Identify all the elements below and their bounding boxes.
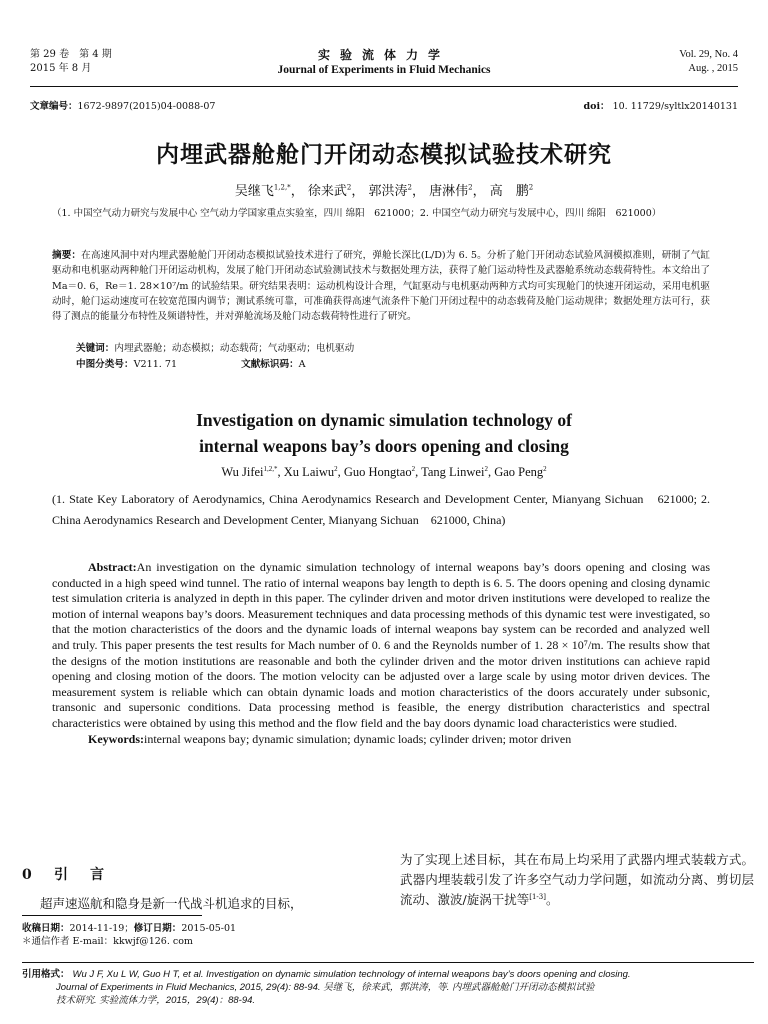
author-en: Wu Jifei — [221, 465, 264, 479]
header-divider — [30, 86, 738, 87]
citation-ref: [1-3] — [529, 892, 546, 901]
author-cn: 郭洪涛 — [368, 184, 408, 199]
author-cn: 吴继飞 — [234, 184, 274, 199]
affiliation-en: (1. State Key Laboratory of Aerodynamics, China Aerodynamics Research and Development Center, Mianyang Sichuan 621000; 2. China Aerodynamics Research and Development Center, Mianyang Sichuan 621000, China) — [52, 492, 710, 527]
header-center — [30, 48, 738, 78]
citation-format: 引用格式： Wu J F, Xu L W, Guo H T, et al. Investigation on dynamic simulation technology of internal weapons bay’s doors opening and closing. Journal of Experiments in Fluid Mechanics, 2015, 29(4): 88-94. 吴继飞，徐来武，郭洪涛，等. 内埋武器舱舱门开闭动态模拟试验 技术研究. 实验流体力学，2015，29(4)：88-94. — [22, 969, 631, 1006]
author-cn: 高 鹏 — [489, 184, 529, 199]
header-volume-cn: 第 29 卷 第 4 期 — [30, 49, 112, 60]
authors-cn: 吴继飞$^{1,2,*}$， 徐来武$^2$， 郭洪涛$^2$， 唐淋伟$^2$， 高 鹏$^2$ — [234, 183, 534, 199]
footnote-divider — [22, 915, 202, 916]
abstract-cn — [52, 248, 710, 324]
author-en: Gao Peng — [494, 465, 544, 479]
author-en: Tang Linwei — [421, 465, 485, 479]
abstract-en — [52, 560, 710, 747]
journal-name-en: Journal of Experiments in Fluid Mechanics — [277, 64, 491, 76]
classification-cn: 中图分类号：V211. 71 文献标识码：A — [76, 359, 306, 370]
author-en: Xu Laiwu — [283, 465, 335, 479]
article-number: 文章编号：1672-9897(2015)04-0088-07 — [30, 101, 216, 112]
authors-en: Wu Jifei$^{1,2,*}$, Xu Laiwu$^2$, Guo Hongtao$^2$, Tang Linwei$^2$, Gao Peng$^2$ — [221, 464, 547, 479]
header-right — [679, 48, 738, 76]
author-en: Guo Hongtao — [343, 465, 412, 479]
section-heading: 0 引言 — [22, 867, 126, 883]
footnote: 收稿日期：2014-11-19；修订日期：2015-05-01 ＊通信作者 E-mail：kkwjf@126. com — [22, 923, 237, 947]
keywords-en-label: Keywords: — [88, 731, 144, 746]
abstract-cn-text: 在高速风洞中对内埋武器舱舱门开闭动态模拟试验技术进行了研究，弹舱长深比(L/D)为 6. 5。分析了舱门开闭动态试验风洞模拟准则，研制了气缸驱动和电机驱动两种舱门开闭运动机构，发展了舱门开闭动态试验测试技术与数据处理方法，获得了舱门运动特性及武器舱系统动态载荷特性。本文给出了 Ma＝0. 6，Re＝1. 28×10⁷/m 的试验结果。研究结果表明：运动机构设计合理，气缸驱动与电机驱动两种方式均可实现舱门的快速开闭运动，采用电机驱动时，舱门运动速度可在较宽范围内调节；测试系统可靠，可准确获得高速气流条件下舱门开闭过程中的动态载荷及舱门运动规律；数据处理方法可行，获得了测点的能量分布特性及频谱特性，并对弹舱流场及舱门动态载荷特性进行了研究。 — [52, 250, 710, 323]
keywords-cn: 关键词：内埋武器舱；动态模拟；动态载荷；气动驱动；电机驱动 — [76, 343, 355, 354]
abstract-en-text: An investigation on the dynamic simulation technology of internal weapons bay’s doors opening and closing was conducted in a high speed wind tunnel. The ratio of internal weapons bay length to depth is 6. 5. The doors opening and closing dynamic test simulation criteria is analyzed in depth in this paper. The cylinder driven and motor driven institutions were developed to realize the motion of internal weapons bay’s doors. Measurement techniques and data processing methods of this dynamic test were investigated, so that the motion characteristics of the doors and the dynamic loads of internal weapons bay system can be recorded and analyzed well and truly. This paper presents the test results for Mach number of 0. 6 and the Reynolds number of 1. 28 × 10⁷/m. The results show that the designs of the motion institutions are reasonable and both the cylinder driven and the motor driven institutions can achieve rapid opening and closing motion of the doors. The motion velocity can be adjusted over a large scale by using motor driven devices. The measurement system is reliable which can obtain dynamic loads and motion characteristics of the doors accurately under subsonic, transonic and supersonic conditions. Data processing method is feasible, the energy distribution characteristics and spectral characteristics were obtained by using this method and the flow field and the bay doors dynamic load characteristics were studied. — [52, 560, 710, 730]
abstract-cn-label: 摘要： — [52, 250, 82, 261]
header-date-en: Aug. , 2015 — [688, 63, 738, 74]
author-cn: 唐淋伟 — [429, 184, 469, 199]
corresponding-author: ＊通信作者 E-mail：kkwjf@126. com — [22, 936, 193, 947]
doi: doi： 10. 11729/syltlx20140131 — [583, 101, 738, 112]
running-header — [30, 48, 738, 84]
header-volume-en: Vol. 29, No. 4 — [679, 49, 738, 60]
affiliation-cn: （1. 中国空气动力研究与发展中心 空气动力学国家重点实验室，四川 绵阳 621000；2. 中国空气动力研究与发展中心，四川 绵阳 621000） — [52, 208, 662, 219]
body-text-right: 为了实现上述目标，其在布局上均采用了武器内埋式装载方式。武器内埋装载引发了许多空气动力学问题，如流动分离、剪切层流动、激波/旋涡干扰等[1-3]。 — [400, 852, 754, 907]
journal-name-cn: 实验流体力学 — [317, 48, 450, 62]
abstract-en-label: Abstract: — [88, 560, 137, 574]
header-date-cn: 2015 年 8 月 — [30, 63, 92, 74]
body-text-left: 超声速巡航和隐身是新一代战斗机追求的目标， — [40, 896, 303, 911]
title-en: Investigation on dynamic simulation technology of internal weapons bay’s doors opening and closing — [196, 410, 572, 456]
title-cn: 内埋武器舱舱门开闭动态模拟试验技术研究 — [156, 142, 612, 168]
keywords-en-text: internal weapons bay; dynamic simulation; dynamic loads; cylinder driven; motor driven — [144, 731, 572, 746]
author-cn: 徐来武 — [307, 184, 347, 199]
citation-divider — [22, 962, 754, 963]
